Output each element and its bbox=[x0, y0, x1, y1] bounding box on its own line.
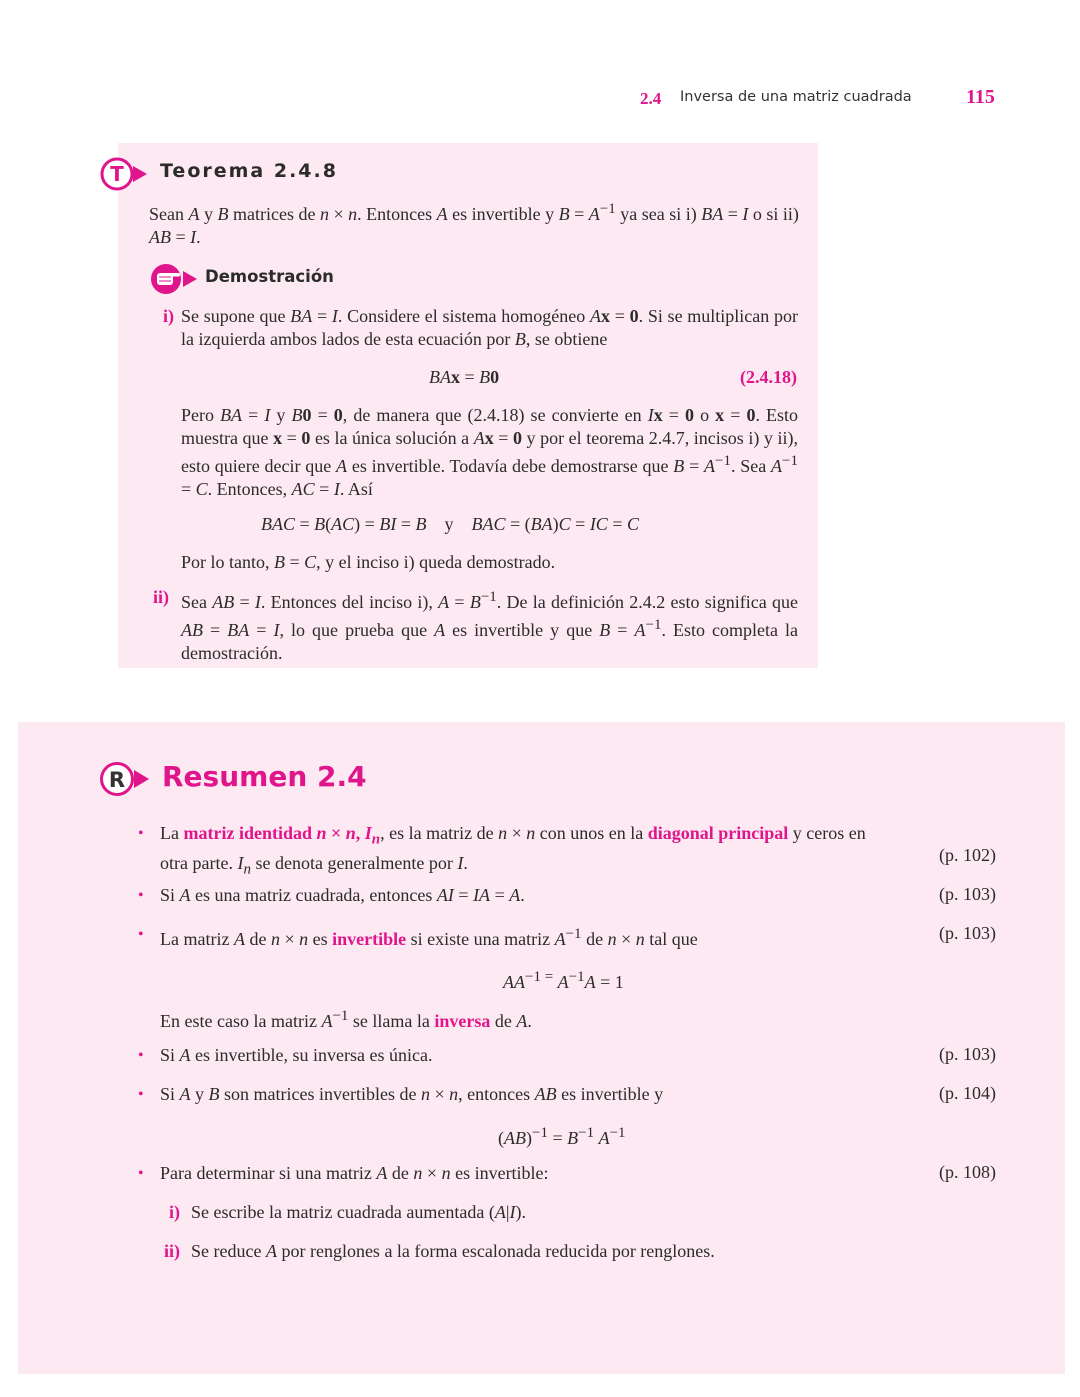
section-number: 2.4 bbox=[640, 89, 662, 108]
bullet: • bbox=[138, 1165, 144, 1182]
proof-part-i-conclusion: Por lo tanto, B = C, y el inciso i) queda demostrado. bbox=[181, 552, 556, 572]
step-row-reduce: Se reduce A por renglones a la forma escalonada reducida por renglones. bbox=[191, 1241, 715, 1261]
sub-ii-marker: ii) bbox=[164, 1241, 180, 1261]
step-augmented-matrix: Se escribe la matriz cuadrada aumentada (A|I). bbox=[191, 1202, 526, 1222]
summary-icon bbox=[100, 760, 156, 803]
summary-item-invertible-def: La matriz A de n × n es invertible si existe una matriz $A^{-1}$ de n × n tal que bbox=[160, 926, 698, 949]
theorem-icon bbox=[100, 156, 156, 197]
sub-i-marker: i) bbox=[169, 1202, 180, 1222]
section-title: Inversa de una matriz cuadrada bbox=[680, 89, 912, 105]
page-ref: (p. 103) bbox=[939, 923, 996, 943]
bullet: • bbox=[138, 926, 144, 943]
proof-label: Demostración bbox=[205, 267, 334, 286]
summary-item-identity-product: Si A es una matriz cuadrada, entonces AI = IA = A. bbox=[160, 885, 525, 905]
summary-item-identity: La matriz identidad n × n, $I_n$, es la matriz de n × n con unos en la diagonal principal y ceros en otra parte. $I_n$ se denota generalmente por I. bbox=[160, 823, 866, 878]
pointing-hand-icon bbox=[150, 262, 200, 301]
summary-title: Resumen 2.4 bbox=[162, 760, 367, 793]
part-ii-marker: ii) bbox=[153, 587, 169, 607]
summary-item-product-inverse: Si A y B son matrices invertibles de n × n, entonces AB es invertible y bbox=[160, 1084, 664, 1104]
equation-bac: BAC = B(AC) = BI = B y BAC = (BA)C = IC = C bbox=[261, 514, 639, 534]
equation-2-4-18: BAx = B0 bbox=[429, 367, 500, 387]
theorem-statement: Sean A y B matrices de n × n. Entonces A es invertible y $B = A^{-1}$ ya sea si i) BA = I o si ii) AB = I. bbox=[149, 201, 799, 247]
proof-part-ii-text: Sea AB = I. Entonces del inciso i), $A = B^{-1}$. De la definición 2.4.2 esto significa que AB = BA = I, lo que prueba que A es invertible y que $B = A^{-1}$. Esto completa la demostración. bbox=[181, 589, 799, 663]
equation-product-inverse: $(AB)^{-1} = B^{-1}$ $A^{-1}$ bbox=[498, 1125, 626, 1148]
bullet: • bbox=[138, 825, 144, 842]
bullet: • bbox=[138, 887, 144, 904]
part-i-marker: i) bbox=[163, 306, 174, 326]
proof-part-i-continued: Pero BA = I y B0 = 0, de manera que (2.4.18) se convierte en Ix = 0 o x = 0. Esto muestra que x = 0 es la única solución a Ax = 0 y por el teorema 2.4.7, incisos i) y ii), esto quiere decir que A es invertible. Todavía debe demostrarse que $B = A^{-1}$. Sea $A^{-1} = C$. Entonces, AC = I. Así bbox=[181, 405, 799, 499]
summary-inverse-name: En este caso la matriz $A^{-1}$ se llama la inversa de A. bbox=[160, 1008, 532, 1031]
page-ref: (p. 104) bbox=[939, 1083, 996, 1103]
proof-part-i-text: Se supone que BA = I. Considere el sistema homogéneo Ax = 0. Si se multiplican por la izquierda ambos lados de esta ecuación por B, se obtiene bbox=[181, 306, 799, 349]
theorem-icon-letter: T bbox=[110, 162, 124, 186]
equation-inverse: $AA^{-1 =}$ $A^{-1}A = 1$ bbox=[503, 969, 624, 992]
page-ref: (p. 102) bbox=[939, 845, 996, 865]
page-ref: (p. 108) bbox=[939, 1162, 996, 1182]
bullet: • bbox=[138, 1047, 144, 1064]
summary-icon-letter: R bbox=[108, 768, 126, 792]
summary-item-determine-invertible: Para determinar si una matriz A de n × n es invertible: bbox=[160, 1163, 549, 1183]
equation-number: (2.4.18) bbox=[740, 367, 797, 387]
page-number: 115 bbox=[966, 86, 995, 108]
page-ref: (p. 103) bbox=[939, 1044, 996, 1064]
theorem-title: Teorema 2.4.8 bbox=[160, 160, 338, 182]
summary-item-unique-inverse: Si A es invertible, su inversa es única. bbox=[160, 1045, 433, 1065]
bullet: • bbox=[138, 1086, 144, 1103]
page-ref: (p. 103) bbox=[939, 884, 996, 904]
